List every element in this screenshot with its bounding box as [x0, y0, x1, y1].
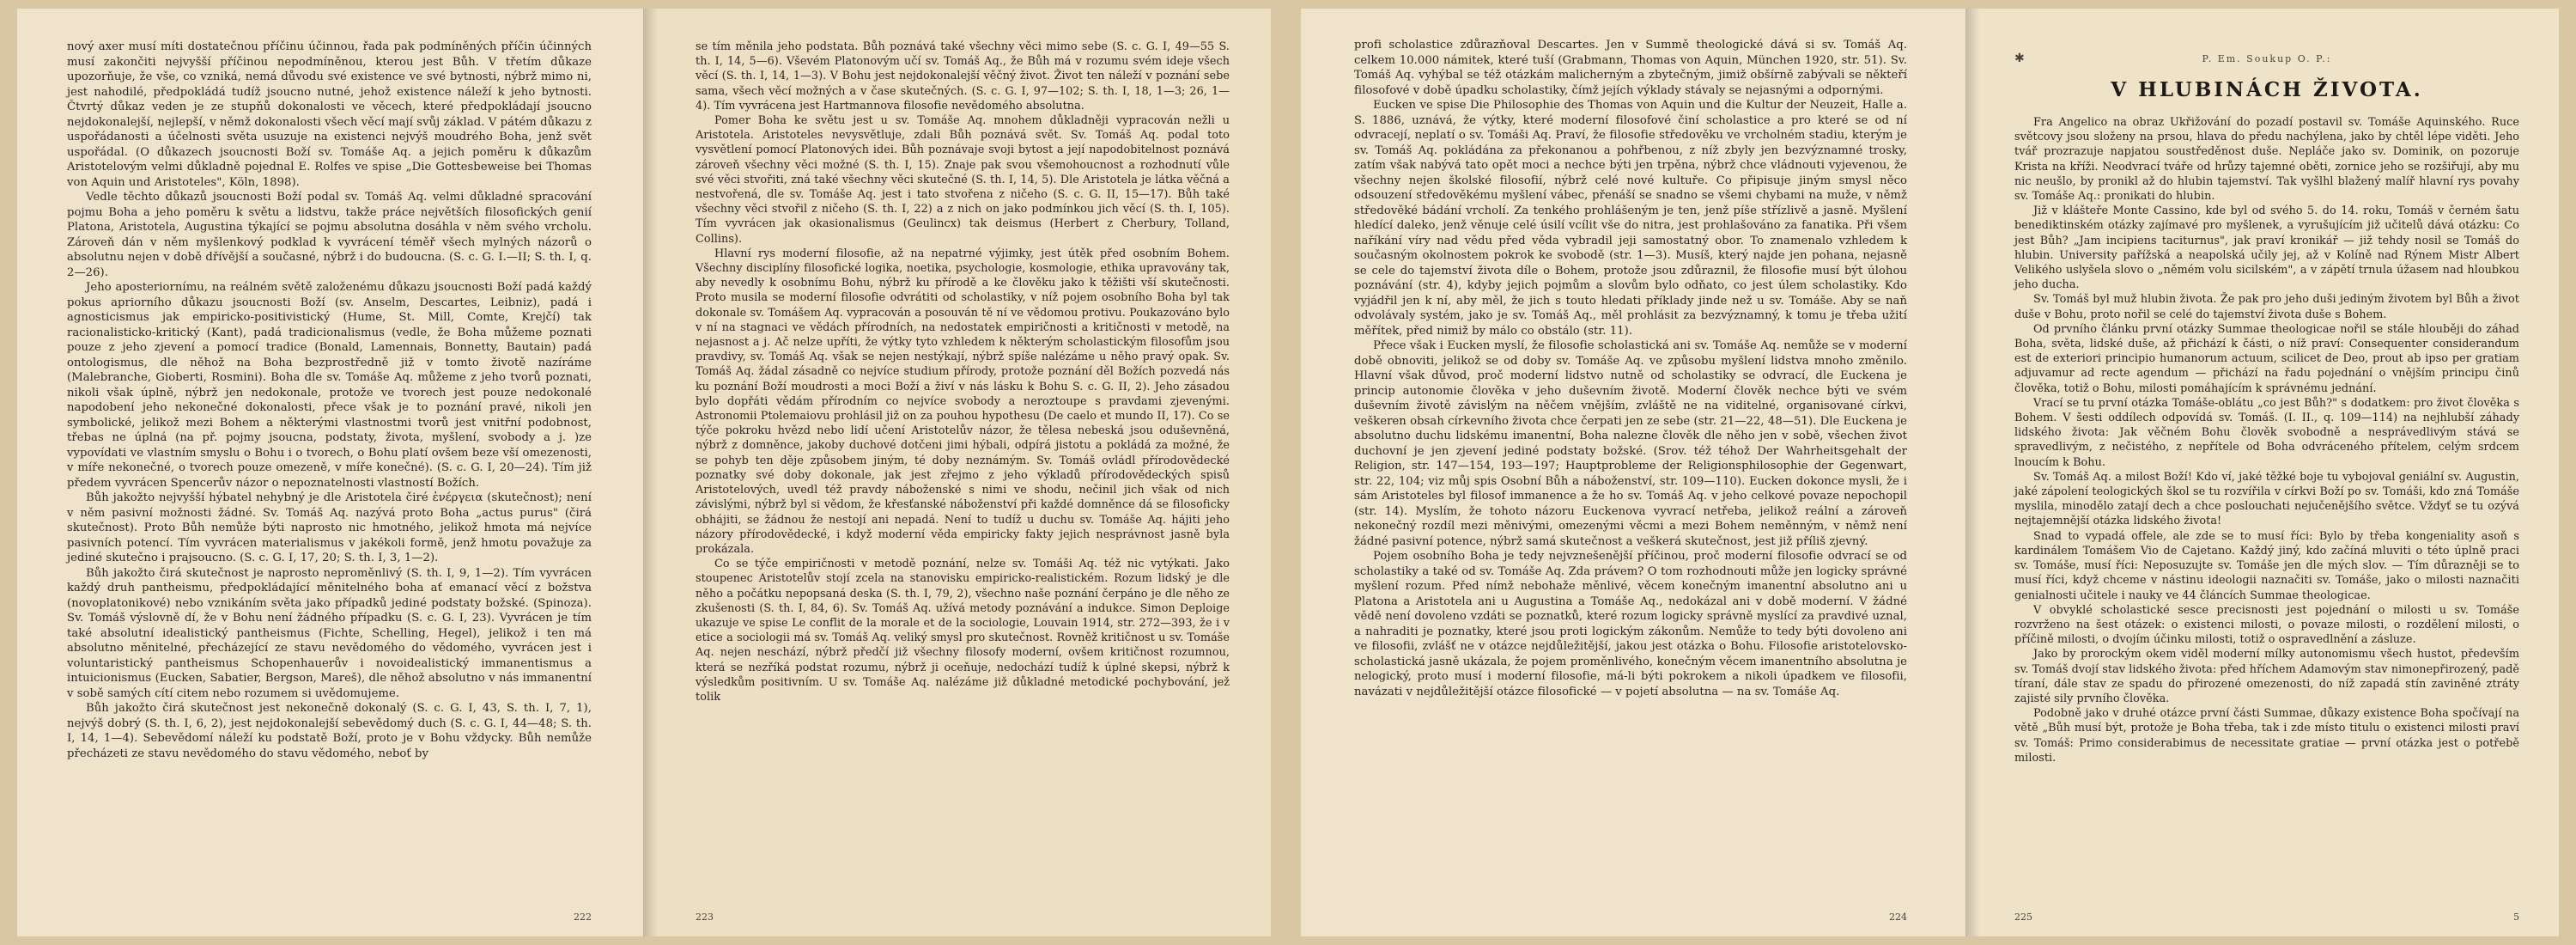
- paragraph: Pojem osobního Boha je tedy nejvznešenější příčinou, proč moderní filosofie odvrací se od scholastiky a také od sv. Tomáše Aq. Zda právem? O tom rozhodnouti může jen logicky správné myšlení rozum. Před nímž nebohaže měnlivé, věcem konečným imanentní absolutno ani u Platona a Aristotela ani u Augustina a Tomáše Aq., nedokázal ani v době moderní. V žádné vědě není dovoleno vzdáti se poznatků, které rozum logicky správně myslící za pravdivé uznal, a nahraditi je poznatky, které jsou proti logickým zákonům. Nemůže to tedy býti dovoleno ani ve filosofii, zvlášť ne v otázce nejdůležitější, jakou jest otázka o Bohu. Filosofie aristotelovsko-scholastická jasně ukázala, že pojem proměnlivého, konečným věcem imanentního absolutna je nelogický, proto musí i moderní filosofie, má-li býti pokrokem a nikoli úpadkem ve filosofii, navázati v nejdůležitější otázce filosofické — v pojetí absolutna — na sv. Tomáše Aq.: [1354, 550, 1907, 698]
- page-number: 223: [696, 911, 714, 923]
- paragraph: Sv. Tomáš Aq. a milost Boží! Kdo ví, jaké těžké boje tu vybojoval geniální sv. Augustin, jaké zápolení teologických škol se tu rozvířila v církvi Boží po sv. Tomáši, kdo zná Tomáše myslila, minodělo zatají dech a chce poslouchati nejučenějšího světce. Vždyť se tu ozývá nejtajemnější otázka lidského života!: [2014, 470, 2519, 528]
- left-spread: [17, 9, 1271, 936]
- page-224-text: [1354, 38, 1907, 699]
- page-222: [17, 9, 644, 936]
- paragraph: Přece však i Eucken myslí, že filosofie scholastická ani sv. Tomáše Aq. nemůže se v moderní době obnoviti, jelikož se od doby sv. Tomáše Aq. ve způsobu myšlení lidstva mnoho změnilo. Hlavní však důvod, proč moderní lidstvo nutně od scholastiky se odvrací, dle Euckena je princip autonomie člověka v jeho duševním životě. Moderní člověk nechce býti ve svém duševním životě závislým na něčem vnějším, zvláště ne na viditelné, organisované církvi, veškeren obsah církevního života chce čerpati jen ze sebe (str. 21—22, 48—51). Dle Euckena je absolutno duchu lidskému imanentní, Boha nalezne člověk dle něho jen v sobě, všechen život duchovní je jen zjevení jediné podstaty božské. (Srov. též téhož Der Wahrheitsgehalt der Religion, str. 147—154, 193—197; Hauptprobleme der Religionsphilosophie der Gegenwart, str. 22, 104; viz můj spis Osobní Bůh a náboženství, str. 109—110). Eucken dokonce mysli, že i sám Aristoteles byl filosof immanence a že ho sv. Tomáš Aq. v jeho celkové povaze nepochopil (str. 14). Myslím, že tohoto názoru Euckenova vyvrací netřeba, jelikož reální a zároveň nekonečný rozdíl mezi měnivými, omezenými věcmi a mezi Bohem neměnným, v němž není žádné pasivní potence, nýbrž samá skutečnost a veškerá skutečnost, jest již příliš zjevný.: [1354, 339, 1907, 548]
- page-number: 5: [2513, 911, 2519, 923]
- page-number-left: 225: [2014, 911, 2032, 923]
- page-5: [1966, 9, 2559, 936]
- paragraph: se tím měnila jeho podstata. Bůh poznává také všechny věci mimo sebe (S. c. G. I, 49—55 S. th. I, 14, 5—6). Vševém Platonovým učí sv. Tomáš Aq., že Bůh má v rozumu svém ideje všech věcí (S. th. I, 14, 1—3). V Bohu jest nejdokonalejší věčný život. Život ten náleží v poznání sebe sama, všech věcí možných a v čase skutečných. (S. c. G. I, 97—102; S. th. I, 18, 1—3; 26, 1—4). Tím vyvrácena jest Hartmannova filosofie nevědomého absolutna.: [696, 40, 1230, 113]
- paragraph: Sv. Tomáš byl muž hlubin života. Že pak pro jeho duši jediným životem byl Bůh a život duše v Bohu, proto nořil se celé do tajemství života duše s Bohem.: [2014, 293, 2519, 321]
- author-name: P. Em. Soukup O. P.:: [2202, 53, 2332, 64]
- star-icon: ✱: [2014, 52, 2026, 65]
- page-number: 224: [1889, 911, 1907, 923]
- paragraph: Jeho aposteriornímu, na reálném světě založenému důkazu jsoucnosti Boží padá každý pokus apriorního důkazu jsoucnosti Boží (sv. Anselm, Descartes, Leibniz), padá i agnosticismus jak empiricko-positivistický (Hume, St. Mill, Comte, Krejčí) tak racionalisticko-kritický (Kant), padá tradicionalismus (vedle, že Boha můžeme poznati pouze z jeho zjevení a pomocí tradice (Bonald, Lamennais, Bonnetty, Bautain) padá ontologismus, dle něhož na Boha bezprostředně již v tomto životě nazíráme (Malebranche, Gioberti, Rosmini). Boha dle sv. Tomáše Aq. můžeme z jeho tvorů poznati, nikoli však úplně, nýbrž jen nedokonale, protože ve tvorech jest pouze nedokonalé napodobení jeho nekonečné dokonalosti, přece však je to poznání pravé, nikoli jen symbolické, jelikož mezi Bohem a některými vlastnostmi tvorů jest vnitřní podobnost, třebas ne úplná (na př. pojmy jsoucna, podstaty, života, myšlení, svobody a j. )ze vypovídati ve vlastním smyslu o Bohu i o tvorech, o Bohu platí ovšem beze vší omezenosti, v míře nekonečné, o tvorech pouze omezeně, v míře konečné). (S. c. G. I, 20—24). Tím již předem vyvrácen Spencerův názor o nepoznatelnosti vlastností Božích.: [67, 281, 592, 490]
- paragraph: V obvyklé scholastické sesce precisnosti jest pojednání o milosti u sv. Tomáše rozvrženo na šest otázek: o existenci milosti, o povaze milosti, o rozdělení milosti, o příčině milosti, o dvojím účinku milosti, totiž o ospravedlnění a zásluze.: [2014, 603, 2519, 647]
- paragraph: Jako by prorockým okem viděl moderní mílky autonomismu všech hustot, především sv. Tomáš dvojí stav lidského života: před hříchem Adamovým stav nimonepřirozený, padě tíraní, dále stav ze spadu do přirozené omezenosti, do níž zapadá stín zaviněné ztráty zajisté sily prvního člověka.: [2014, 648, 2519, 705]
- page-223-text: [696, 40, 1230, 704]
- right-spread: [1301, 9, 2559, 936]
- article-title: V HLUBINÁCH ŽIVOTA.: [2111, 78, 2423, 101]
- page-number: 222: [574, 911, 592, 923]
- paragraph: Bůh jakožto čirá skutečnost jest nekonečně dokonalý (S. c. G. I, 43, S. th. I, 7, 1), nejvýš dobrý (S. th. I, 6, 2), jest nejdokonalejší sebevědomý duch (S. c. G. I, 44—48; S. th. I, 14, 1—4). Sebevědomí náleží ku podstatě Boží, proto je v Bohu vždycky. Bůh nemůže přecházeti ze stavu nevědomého do stavu vědomého, neboť by: [67, 702, 592, 760]
- paragraph: Vrací se tu první otázka Tomáše-oblátu „co jest Bůh?" s dodatkem: pro život člověka s Bohem. V šesti oddílech odpovídá sv. Tomáš. (I. II., q. 109—114) na nejhlubší záhady lidského života: Jak věčném Bohu člověk svobodně a nesprávedlivým stává se spravedlivým, z nečistého, z nepřítele od Boha odvráceného přítelem, celým srdcem lnoucím k Bohu.: [2014, 396, 2519, 469]
- gutter-shadow: [1966, 9, 1980, 936]
- paragraph: Snad to vypadá offele, ale zde se to musí říci: Bylo by třeba kongeniality asoň s kardinálem Tomášem Vio de Cajetano. Každý jiný, kdo začíná mluviti o této úplně praci sv. Tomáše, musí říci: Neposuzujte sv. Tomáše jen dle mých slov. — Tím důrazněji se to musí říci, když chceme v nástinu ideologii naznačiti sv. Tomáše, jako o milosti naznačiti genialnosti učitele i nauky ve 44 článcích Summae theologicae.: [2014, 529, 2519, 602]
- page-222-text: [67, 40, 592, 761]
- paragraph: Fra Angelico na obraz Ukřižování do pozadí postavil sv. Tomáše Aquinského. Ruce světcovy jsou složeny na prsou, hlava do předu nachýlena, jako by chtěl lépe viděti. Jeho tvář prozrazuje napjatou soustředěnost duše. Nepláče jako sv. Dominik, on pozoruje Krista na kříži. Neodvrací tváře od hrůzy tajemné oběti, zornice jeho se rozšiřují, aby mu nic neušlo, by pronikl až do hlubin tajemství. Tak vyšlhl blažený malíř hlavní rys povahy sv. Tomáše Aq.: pronikati do hlubin.: [2014, 116, 2519, 204]
- paragraph: Podobně jako v druhé otázce první části Summae, důkazy existence Boha spočívají na větě „Bůh musí být, protože je Boha třeba, tak i zde místo titulu o existenci milosti praví sv. Tomáš: Primo considerabimus de necessitate gratiae — první otázka jest o potřebě milosti.: [2014, 707, 2519, 765]
- paragraph: Hlavní rys moderní filosofie, až na nepatrné výjimky, jest útěk před osobním Bohem. Všechny disciplíny filosofické logika, noetika, psychologie, kosmologie, ethika upravovány tak, aby nevedly k osobnímu Bohu, nýbrž ku přírodě a ke člověku jako k těžišti vší skutečnosti. Proto musila se moderní filosofie odvrátiti od scholastiky, v níž pojem osobního Boha byl tak dokonale sv. Tomášem Aq. vypracován a posouván tě ní ve vědomou protivu. Poukazováno bylo v ní na stagnaci ve vědách přírodních, na nedostatek empiričnosti a kritičnosti v metodě, na nejasnost a j. Ač nelze upříti, že výtky tyto vzhledem k některým scholastickým filosofům jsou pravdivy, sv. Tomáš Aq. však se nejen nestýkají, nýbrž spíše nalézáme u něho pravý opak. Sv. Tomáš Aq. žádal zásadně co nejvíce studium přírody, protože poznání děl Božích pozvedá nás ku poznání Boží moudrosti a moci Boží a živí v nás lásku k Bohu S. c. G. II, 2). Jeho zásadou bylo dopřáti vědám přírodním co nejvíce svobody a neroztoupe s pravdami zjevenými. Astronomii Ptolemaiovu prohlásil již on za pouhou hypothesu (De caelo et mundo II, 17). Co se týče pokroku hvězd nebo lidí učení Aristotelův názor, že tělesa nebeská jsou oduševněná, nýbrž z domněnce, jakoby duchové dotčeni jimi hýbali, odpírá jistotu a pokládá za možné, že se pohyb ten děje způsobem jiným, té doby neznámým. Sv. Tomáš ovládl přírodovědecké poznatky své doby dokonale, jak jest zřejmo z jeho výkladů přírodovědeckých spisů Aristotelových, uvedl též pravdy náboženské s nimi ve shodu, nečinil jich však od nich závislými, nýbrž byl si vědom, že křesťanské náboženství při každé domněnce dá se filosoficky obhájiti, se žádnou že nestojí ani nepadá. Není to tudíž u duchu sv. Tomáše Aq. hájiti jeho názory přírodovědecké, i když moderní věda empiricky fakty jejich nesprávnost jasně byla prokázala.: [696, 247, 1230, 556]
- paragraph: Bůh jakožto čirá skutečnost je naprosto neproměnlivý (S. th. I, 9, 1—2). Tím vyvrácen každý druh pantheismu, předpokládající měnitelného boha ať emanací věcí z božstva (novoplatonikové) nebo vznikáním světa jako případků jediné podstaty božské. (Spinoza). Sv. Tomáš výslovně dí, že v Bohu není žádného případku (S. c. G. I, 23). Vyvrácen je tím také absolutní idealistický pantheismus (Fichte, Schelling, Hegel), jelikož i ten má absolutno měnitelné, přecházející ze stavu nevědomého do vědomého, vyvrácen jest i voluntaristický pantheismus Schopenhauerův i novoidealistický immanentismus a intuicionismus (Eucken, Sabatier, Bergson, Mareš), dle něhož absolutno v nás immanentní v sobě samých cítí citem nebo rozumem si uvědomujeme.: [67, 566, 592, 700]
- paragraph: profi scholastice zdůrazňoval Descartes. Jen v Summě theologické dává si sv. Tomáš Aq. celkem 10.000 námitek, které tuší (Grabmann, Thomas von Aquin, München 1920, str. 51). Sv. Tomáš Aq. vyhýbal se též otázkám malicherným a zbytečným, jimiž obšírně zabývali se někteří filosofové v době úpadku scholastiky, čímž jejích výklady stávaly se nejasnými a odpornými.: [1354, 39, 1907, 97]
- paragraph: Vedle těchto důkazů jsoucnosti Boží podal sv. Tomáš Aq. velmi důkladné spracování pojmu Boha a jeho poměru k světu a lidstvu, takže práce největších filosofických genií Platona, Aristotela, Augustina týkající se pojmu absolutna dosáhla v něm svého vrcholu. Zároveň dán v něm myšlenkový podklad k vyvrácení téměř všech mylných názorů o absolutnu nejen v době dřívější a současné, nýbrž i do budoucna. (S. c. G. I.—II; S. th. I, q. 2—26).: [67, 191, 592, 279]
- paragraph: Bůh jakožto nejvyšší hýbatel nehybný je dle Aristotela čiré ἐνέργεια (skutečnost); není v něm pasivní možnosti žádné. Sv. Tomáš Aq. nazývá proto Boha „actus purus" (čirá skutečnost). Proto Bůh nemůže býti naprosto nic hmotného, jelikož hmota má nejvíce pasivních potencí. Tím vyvrácen materialismus v jakékoli formě, jenž hmotu považuje za jediné skutečno i prajsoucno. (S. c. G. I, 17, 20; S. th. I, 3, 1—2).: [67, 491, 592, 564]
- page-5-text: [2014, 115, 2519, 765]
- paragraph: Od prvního článku první otázky Summae theologicae nořil se stále hlouběji do záhad Boha, světa, lidské duše, až přichází k části, o níž praví: Consequenter considerandum est de exteriori principio humanorum actuum, scilicet de Deo, prout ab ipso per gratiam adjuvamur ad recte agendum — přichází na řadu pojednání o vnějším principu činů člověka, totiž o Bohu, milosti pomáhajícím k správnému jednání.: [2014, 322, 2519, 395]
- gutter-shadow: [644, 9, 658, 936]
- paragraph: Již v klášteře Monte Cassino, kde byl od svého 5. do 14. roku, Tomáš v černém šatu benediktinském otázky zajímavé pro myšlenek, a vyrušujícím již učitelů dává otázku: Co jest Bůh? „Jam incipiens taciturnus", jak praví kronikář — již tehdy nosil se Tomáš do hlubin. University pařížská a neapolská učily jej, až v Kolíně nad Rýnem Mistr Albert Velikého uslyšela slovo o „němém volu sicilském", a v zápětí trnula úžasem nad hloubkou jeho ducha.: [2014, 204, 2519, 292]
- page-224: [1301, 9, 1966, 936]
- paragraph: nový axer musí míti dostatečnou příčinu účinnou, řada pak podmíněných příčin účinných musí zakončiti nejvyšší příčinou nepodmíněnou, kterou jest Bůh. V třetím důkaze upozorňuje, že vše, co vzniká, nemá důvodu své existence ve své bytnosti, nýbrž mimo ni, jest nahodilé, předpokládá tudíž jsoucno nutné, jehož existence náleží k jeho bytnosti. Čtvrtý důkaz veden je ze stupňů dokonalosti ve věcech, které předpokládají jsoucno nejdokonalejší, nejlepší, v němž dokonalosti všech věcí mají svůj základ. V pátém důkazu z uspořádanosti a účelnosti světa usuzuje na existenci nejvýš moudrého Boha, jenž svět uspořádal. (O důkazech jsoucnosti Boží sv. Tomáše Aq. a jejich poměru k důkazům Aristotelovým velmi důkladně pojednal E. Rolfes ve spise „Die Gottesbeweise bei Thomas von Aquin und Aristoteles", Köln, 1898).: [67, 40, 592, 189]
- page-223: [644, 9, 1271, 936]
- paragraph: Eucken ve spise Die Philosophie des Thomas von Aquin und die Kultur der Neuzeit, Halle a. S. 1886, uznává, že výtky, které moderní filosofové činí scholastice a pro které se od ní odvracejí, neplatí o sv. Tomáši Aq. Praví, že filosofie středověku ve vrcholném stadiu, kterým je sv. Tomáš Aq. pokládána za překonanou a pohřbenou, z níž zbyly jen bezvýznamné trosky, zatím však nabývá tato opět moci a nechce býti jen trpěna, nýbrž chce vládnouti vyjevenou, že všechny nejen školské filosofií, nýbrž celé nové kultuře. Co připisuje jiným smysl něco odsouzení středověkému myšlení vábec, přenáší se snadno se všemi chybami na muže, v němž středověké bádání vrcholí. Za tenkého prohlášeným je ten, jenž píše střízlivě a jasně. Myšlení hledící daleko, jenž věnuje celé úsilí vcílit vše do nitra, jest prohlašováno za fanatika. Při všem naříkání víry nad vědu před věda vybradil jeji samostatný obor. To znamenalo vzhledem k současným okolnostem pokrok ke svobodě (str. 1—3). Musíš, který najde jen pohana, nejasně se cele do tajemství života díle o Bohem, protože jsou zdůraznil, že filosofie musí být úlohou poznávání (str. 4), kdyby jejich pojmům a slovům bylo odňato, co jest úlem scholastiky. Kdo vyjádřil jen k ní, aby měl, že jich s touto hledati příklady jinde než u sv. Tomáše. Aby se naň odvolávaly systém, jako je sv. Tomáš Aq., měl prohlásit za bezvýznamný, k tomu je třeba užití měřítek, před nimiž by málo co obstálo (str. 11).: [1354, 99, 1907, 338]
- article-author: [2014, 53, 2519, 64]
- paragraph: Pomer Boha ke světu jest u sv. Tomáše Aq. mnohem důkladněji vypracován nežli u Aristotela. Aristoteles nevysvětluje, zdali Bůh poznává svět. Sv. Tomáš Aq. podal toto vysvětlení pomocí Platonových idei. Bůh poznávaje svoji bytost a její napodobitelnost poznává zároveň všechny věci možné (S. th. I, 15). Znaje pak svou všemohoucnost a rozhodnutí vůle své věci stvořiti, zná také všechny věci skutečné (S. th. I, 14, 5). Dle Aristotela je látka věčná a nestvořená, dle sv. Tomáše Aq. jest i tato stvořena z ničeho (S. c. G. II, 15—17). Bůh také všechny věci stvořil z ničeho (S. th. I, 22) a z nich on jako podmínkou jich věcí (S. th. I, 105). Tím vyvrácen jak okasionalismus (Geulincx) tak deismus (Herbert z Cherbury, Tolland, Collins).: [696, 114, 1230, 246]
- paragraph: Co se týče empiričnosti v metodě poznání, nelze sv. Tomáši Aq. též nic vytýkati. Jako stoupenec Aristotelův stojí zcela na stanovisku empiricko-realistickém. Rozum lidský je dle něho a počátku nepopsaná deska (S. th. I, 79, 2), všechno naše poznání čerpáno je dle něho ze zkušenosti (S. th. I, 84, 6). Sv. Tomáš Aq. užívá metody poznávání a indukce. Simon Deploige ukazuje ve spise Le conflit de la morale et de la sociologie, Louvain 1914, str. 272—393, že i v etice a sociologii má sv. Tomáš Aq. veliký smysl pro skutečnost. Rovněž kritičnost u sv. Tomáše Aq. nejen neschází, nýbrž předčí již všechny filosofy moderní, ovšem kritičnost rozumnou, která se nezříká podstat rozumu, nýbrž ji oceňuje, nedochází tudíž k úplné skepsi, nýbrž k výsledkům positivním. U sv. Tomáše Aq. nalézáme již důkladné metodické pochybování, jež tolik: [696, 558, 1230, 704]
